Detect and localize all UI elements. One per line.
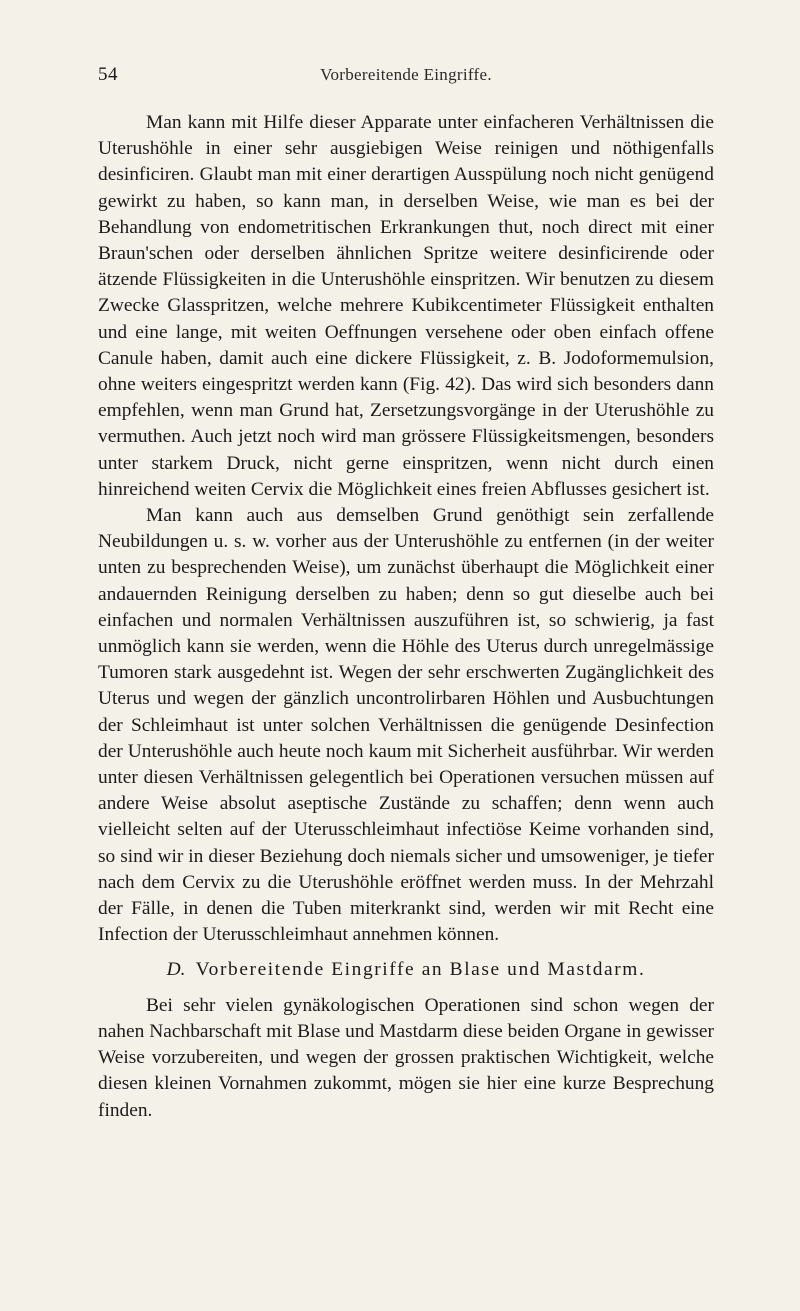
section-title: Vorbereitende Eingriffe an Blase und Mastdarm. <box>195 958 646 980</box>
running-head <box>98 64 714 92</box>
section-heading <box>98 957 714 983</box>
section-letter: D. <box>166 958 186 980</box>
paragraph: Man kann mit Hilfe dieser Apparate unter einfacheren Verhältnissen die Uterushöhle in einer sehr ausgiebigen Weise reinigen und nöthigenfalls desinficiren. Glaubt man mit einer derartigen Ausspülung noch nicht genügend gewirkt zu haben, so kann man, in derselben Weise, wie man es bei der Behandlung von endometritischen Erkrankungen thut, noch direct mit einer Braun'schen oder derselben ähnlichen Spritze weitere desinficirende oder ätzende Flüssigkeiten in die Unterushöhle einspritzen. Wir benutzen zu diesem Zwecke Glasspritzen, welche mehrere Kubikcentimeter Flüssigkeit enthalten und eine lange, mit weiten Oeffnungen versehene oder oben einfach offene Canule haben, damit auch eine dickere Flüssigkeit, z. B. Jodoformemulsion, ohne weiters eingespritzt werden kann (Fig. 42). Das wird sich besonders dann empfehlen, wenn man Grund hat, Zersetzungsvorgänge in der Uterushöhle zu vermuthen. Auch jetzt noch wird man grössere Flüssigkeitsmengen, besonders unter starkem Druck, nicht gerne einspritzen, wenn nicht durch einen hinreichend weiten Cervix die Möglichkeit eines freien Abflusses gesichert ist. <box>98 112 714 500</box>
paragraph: Man kann auch aus demselben Grund genöthigt sein zerfallende Neubildungen u. s. w. vorher aus der Unterushöhle zu entfernen (in der weiter unten zu besprechenden Weise), um zunächst überhaupt die Möglichkeit einer andauernden Reinigung derselben zu haben; denn so gut dieselbe auch bei einfachen und normalen Verhältnissen auszuführen ist, so schwierig, ja fast unmöglich kann sie werden, wenn die Höhle des Uterus durch unregelmässige Tumoren stark ausgedehnt ist. Wegen der sehr erschwerten Zugänglichkeit des Uterus und wegen der gänzlich uncontrolirbaren Höhlen und Ausbuchtungen der Schleimhaut ist unter solchen Verhältnissen die genügende Desinfection der Unterushöhle auch heute noch kaum mit Sicherheit ausführbar. Wir werden unter diesen Verhältnissen gelegentlich bei Operationen versuchen müssen auf andere Weise absolut aseptische Zustände zu schaffen; denn wenn auch vielleicht selten auf der Uterusschleimhaut infectiöse Keime vorhanden sind, so sind wir in dieser Beziehung doch niemals sicher und umsoweniger, je tiefer nach dem Cervix zu die Uterushöhle eröffnet werden muss. In der Mehrzahl der Fälle, in denen die Tuben miterkrankt sind, werden wir mit Recht eine Infection der Uterusschleimhaut annehmen können. <box>98 505 714 946</box>
body-text <box>98 110 714 1124</box>
running-title: Vorbereitende Eingriffe. <box>320 65 492 84</box>
paragraph: Bei sehr vielen gynäkologischen Operationen sind schon wegen der nahen Nachbarschaft mit Blase und Mastdarm diese beiden Organe in gewisser Weise vorzubereiten, und wegen der grossen praktischen Wichtigkeit, welche diesen kleinen Vornahmen zukommt, mögen sie hier eine kurze Besprechung finden. <box>98 994 714 1121</box>
page-number: 54 <box>98 64 118 85</box>
